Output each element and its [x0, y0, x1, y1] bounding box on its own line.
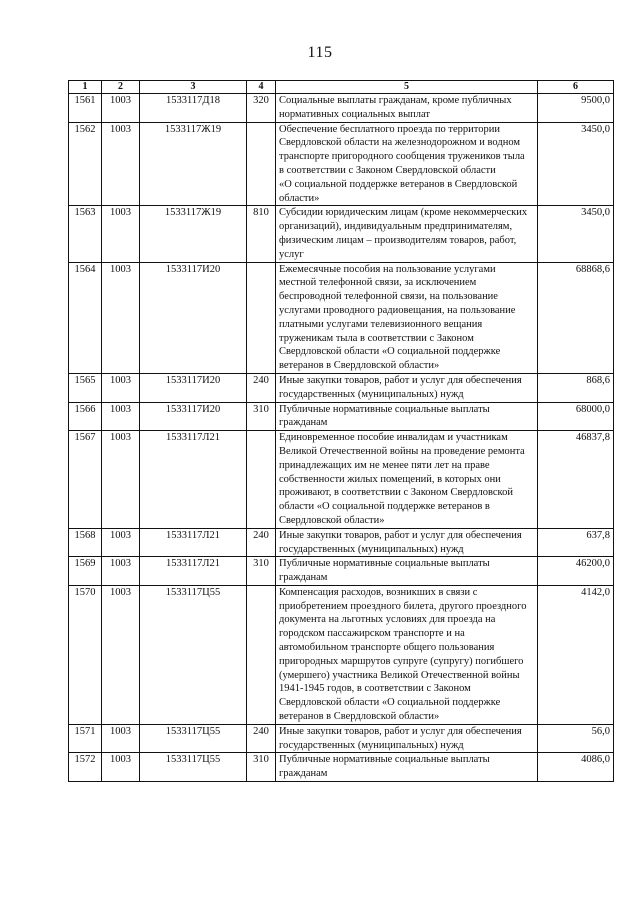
table-row — [69, 528, 614, 557]
description-line: Обеспечение бесплатного проезда по территории — [279, 123, 500, 135]
section-code-cell: 1003 — [102, 431, 140, 529]
section-code-cell: 1003 — [102, 528, 140, 557]
target-code-cell: 1533117Л21 — [140, 528, 247, 557]
sum-cell: 46837,8 — [538, 431, 614, 529]
sum-cell: 637,8 — [538, 528, 614, 557]
row-number-cell: 1567 — [69, 431, 102, 529]
description-cell — [276, 431, 538, 529]
description-cell — [276, 94, 538, 123]
section-code-cell: 1003 — [102, 402, 140, 431]
expense-type-cell: 310 — [247, 753, 276, 782]
description-line: документа на льготных условиях для проезда на — [279, 614, 496, 626]
description-line: организаций), индивидуальным предпринимателям, — [279, 221, 513, 233]
table-row — [69, 557, 614, 586]
row-number-cell: 1568 — [69, 528, 102, 557]
description-line: приобретением проездного билета, другого проездного — [279, 600, 527, 612]
description-line: 1941-1945 годов, в соответствии с Законом — [279, 683, 471, 695]
sum-cell: 3450,0 — [538, 206, 614, 262]
table-row — [69, 262, 614, 373]
description-line: области» — [279, 192, 320, 204]
description-cell — [276, 724, 538, 753]
row-number-cell: 1564 — [69, 262, 102, 373]
description-line: принадлежащих им не менее пяти лет на праве — [279, 459, 490, 471]
description-cell — [276, 585, 538, 724]
description-line: Ежемесячные пособия на пользование услугами — [279, 263, 496, 275]
description-line: Публичные нормативные социальные выплаты — [279, 558, 490, 570]
description-line: собственности жилых помещений, в которых они — [279, 473, 501, 485]
sum-cell: 4142,0 — [538, 585, 614, 724]
target-code-cell: 1533117Л21 — [140, 431, 247, 529]
section-code-cell: 1003 — [102, 206, 140, 262]
expense-type-cell: 310 — [247, 402, 276, 431]
sum-cell: 868,6 — [538, 373, 614, 402]
row-number-cell: 1571 — [69, 724, 102, 753]
target-code-cell: 1533117Ц55 — [140, 585, 247, 724]
description-cell — [276, 557, 538, 586]
header-col-description: 5 — [276, 81, 538, 94]
description-line: области «О социальной поддержке ветеранов в — [279, 501, 490, 513]
sum-cell: 68000,0 — [538, 402, 614, 431]
description-line: в соответствии с Законом Свердловской области — [279, 164, 496, 176]
description-cell — [276, 753, 538, 782]
expense-type-cell: 240 — [247, 528, 276, 557]
row-number-cell: 1569 — [69, 557, 102, 586]
row-number-cell: 1566 — [69, 402, 102, 431]
description-line: автомобильном транспорте общего пользования — [279, 642, 495, 654]
description-line: Иные закупки товаров, работ и услуг для обеспечения — [279, 529, 522, 541]
description-line: услуг — [279, 248, 304, 260]
expense-type-cell: 240 — [247, 724, 276, 753]
expense-type-cell: 240 — [247, 373, 276, 402]
description-line: платными услугами телевизионного вещания — [279, 318, 483, 330]
page-number: 115 — [307, 44, 333, 61]
expense-type-cell — [247, 262, 276, 373]
table-row — [69, 402, 614, 431]
sum-cell: 68868,6 — [538, 262, 614, 373]
description-cell — [276, 402, 538, 431]
description-line: (умершего) участника Великой Отечественной войны — [279, 669, 520, 681]
description-line: государственных (муниципальных) нужд — [279, 388, 464, 400]
sum-cell: 46200,0 — [538, 557, 614, 586]
description-line: Иные закупки товаров, работ и услуг для обеспечения — [279, 374, 522, 386]
description-line: Социальные выплаты гражданам, кроме публичных — [279, 95, 512, 106]
expense-type-cell: 310 — [247, 557, 276, 586]
description-line: ветеранов в Свердловской области» — [279, 360, 440, 372]
description-line: Свердловской области на железнодорожном и водном — [279, 137, 521, 149]
description-line: услугами проводного радиовещания, на пользование — [279, 304, 516, 316]
description-line: труженикам тыла в соответствии с Законом — [279, 332, 474, 344]
description-line: Свердловской области «О социальной поддержке — [279, 346, 501, 358]
description-cell — [276, 206, 538, 262]
expense-type-cell: 320 — [247, 94, 276, 123]
description-line: гражданам — [279, 572, 328, 584]
table-row — [69, 206, 614, 262]
section-code-cell: 1003 — [102, 262, 140, 373]
description-line: Публичные нормативные социальные выплаты — [279, 403, 490, 415]
description-line: «О социальной поддержке ветеранов в Свердловской — [279, 178, 518, 190]
table-row — [69, 431, 614, 529]
expense-type-cell — [247, 585, 276, 724]
description-cell — [276, 373, 538, 402]
description-line: Свердловской области «О социальной поддержке — [279, 697, 501, 709]
sum-cell: 3450,0 — [538, 122, 614, 206]
row-number-cell: 1565 — [69, 373, 102, 402]
section-code-cell: 1003 — [102, 94, 140, 123]
target-code-cell: 1533117Ц55 — [140, 753, 247, 782]
description-line: Великой Отечественной войны на проведение ремонта — [279, 445, 525, 457]
description-line: транспорте пригородного сообщения тружеников тыла — [279, 151, 525, 163]
section-code-cell: 1003 — [102, 122, 140, 206]
description-line: городском пассажирском транспорте и на — [279, 628, 465, 640]
table-row — [69, 94, 614, 123]
sum-cell: 4086,0 — [538, 753, 614, 782]
description-line: гражданам — [279, 768, 328, 780]
target-code-cell: 1533117И20 — [140, 262, 247, 373]
target-code-cell: 1533117Ж19 — [140, 206, 247, 262]
target-code-cell: 1533117Ж19 — [140, 122, 247, 206]
sum-cell: 9500,0 — [538, 94, 614, 123]
description-line: нормативных социальных выплат — [279, 108, 430, 120]
description-line: Свердловской области» — [279, 514, 385, 526]
row-number-cell: 1572 — [69, 753, 102, 782]
section-code-cell: 1003 — [102, 557, 140, 586]
target-code-cell: 1533117Л21 — [140, 557, 247, 586]
description-line: беспроводной телефонной связи, на пользование — [279, 291, 498, 303]
table-row — [69, 585, 614, 724]
description-line: местной телефонной связи, за исключением — [279, 277, 477, 289]
description-line: Субсидии юридическим лицам (кроме некоммерческих — [279, 207, 528, 219]
description-line: Компенсация расходов, возникших в связи с — [279, 586, 478, 598]
description-cell — [276, 262, 538, 373]
description-line: Иные закупки товаров, работ и услуг для обеспечения — [279, 725, 522, 737]
sum-cell: 56,0 — [538, 724, 614, 753]
expense-type-cell — [247, 122, 276, 206]
header-col-section: 2 — [102, 81, 140, 94]
target-code-cell: 1533117И20 — [140, 373, 247, 402]
target-code-cell: 1533117Д18 — [140, 94, 247, 123]
header-col-target-code: 3 — [140, 81, 247, 94]
row-number-cell: 1563 — [69, 206, 102, 262]
budget-table — [68, 80, 614, 782]
table-row — [69, 373, 614, 402]
section-code-cell: 1003 — [102, 585, 140, 724]
row-number-cell: 1561 — [69, 94, 102, 123]
section-code-cell: 1003 — [102, 724, 140, 753]
header-col-expense-type: 4 — [247, 81, 276, 94]
table-body — [69, 94, 614, 782]
row-number-cell: 1562 — [69, 122, 102, 206]
header-col-sum: 6 — [538, 81, 614, 94]
description-line: проживают, в соответствии с Законом Свердловской — [279, 487, 513, 499]
section-code-cell: 1003 — [102, 753, 140, 782]
description-line: гражданам — [279, 417, 328, 429]
table-row — [69, 753, 614, 782]
section-code-cell: 1003 — [102, 373, 140, 402]
description-line: физическим лицам – производителям товаров, работ, — [279, 234, 517, 246]
table-row — [69, 724, 614, 753]
expense-type-cell — [247, 431, 276, 529]
description-line: пригородных маршрутов супруге (супругу) погибшего — [279, 655, 524, 667]
description-cell — [276, 122, 538, 206]
expense-type-cell: 810 — [247, 206, 276, 262]
header-col-number: 1 — [69, 81, 102, 94]
description-line: Единовременное пособие инвалидам и участникам — [279, 432, 508, 444]
description-line: государственных (муниципальных) нужд — [279, 543, 464, 555]
description-line: государственных (муниципальных) нужд — [279, 739, 464, 751]
table-header-row — [69, 81, 614, 94]
description-line: Публичные нормативные социальные выплаты — [279, 754, 490, 766]
description-cell — [276, 528, 538, 557]
row-number-cell: 1570 — [69, 585, 102, 724]
target-code-cell: 1533117Ц55 — [140, 724, 247, 753]
description-line: ветеранов в Свердловской области» — [279, 711, 440, 723]
target-code-cell: 1533117И20 — [140, 402, 247, 431]
table-row — [69, 122, 614, 206]
